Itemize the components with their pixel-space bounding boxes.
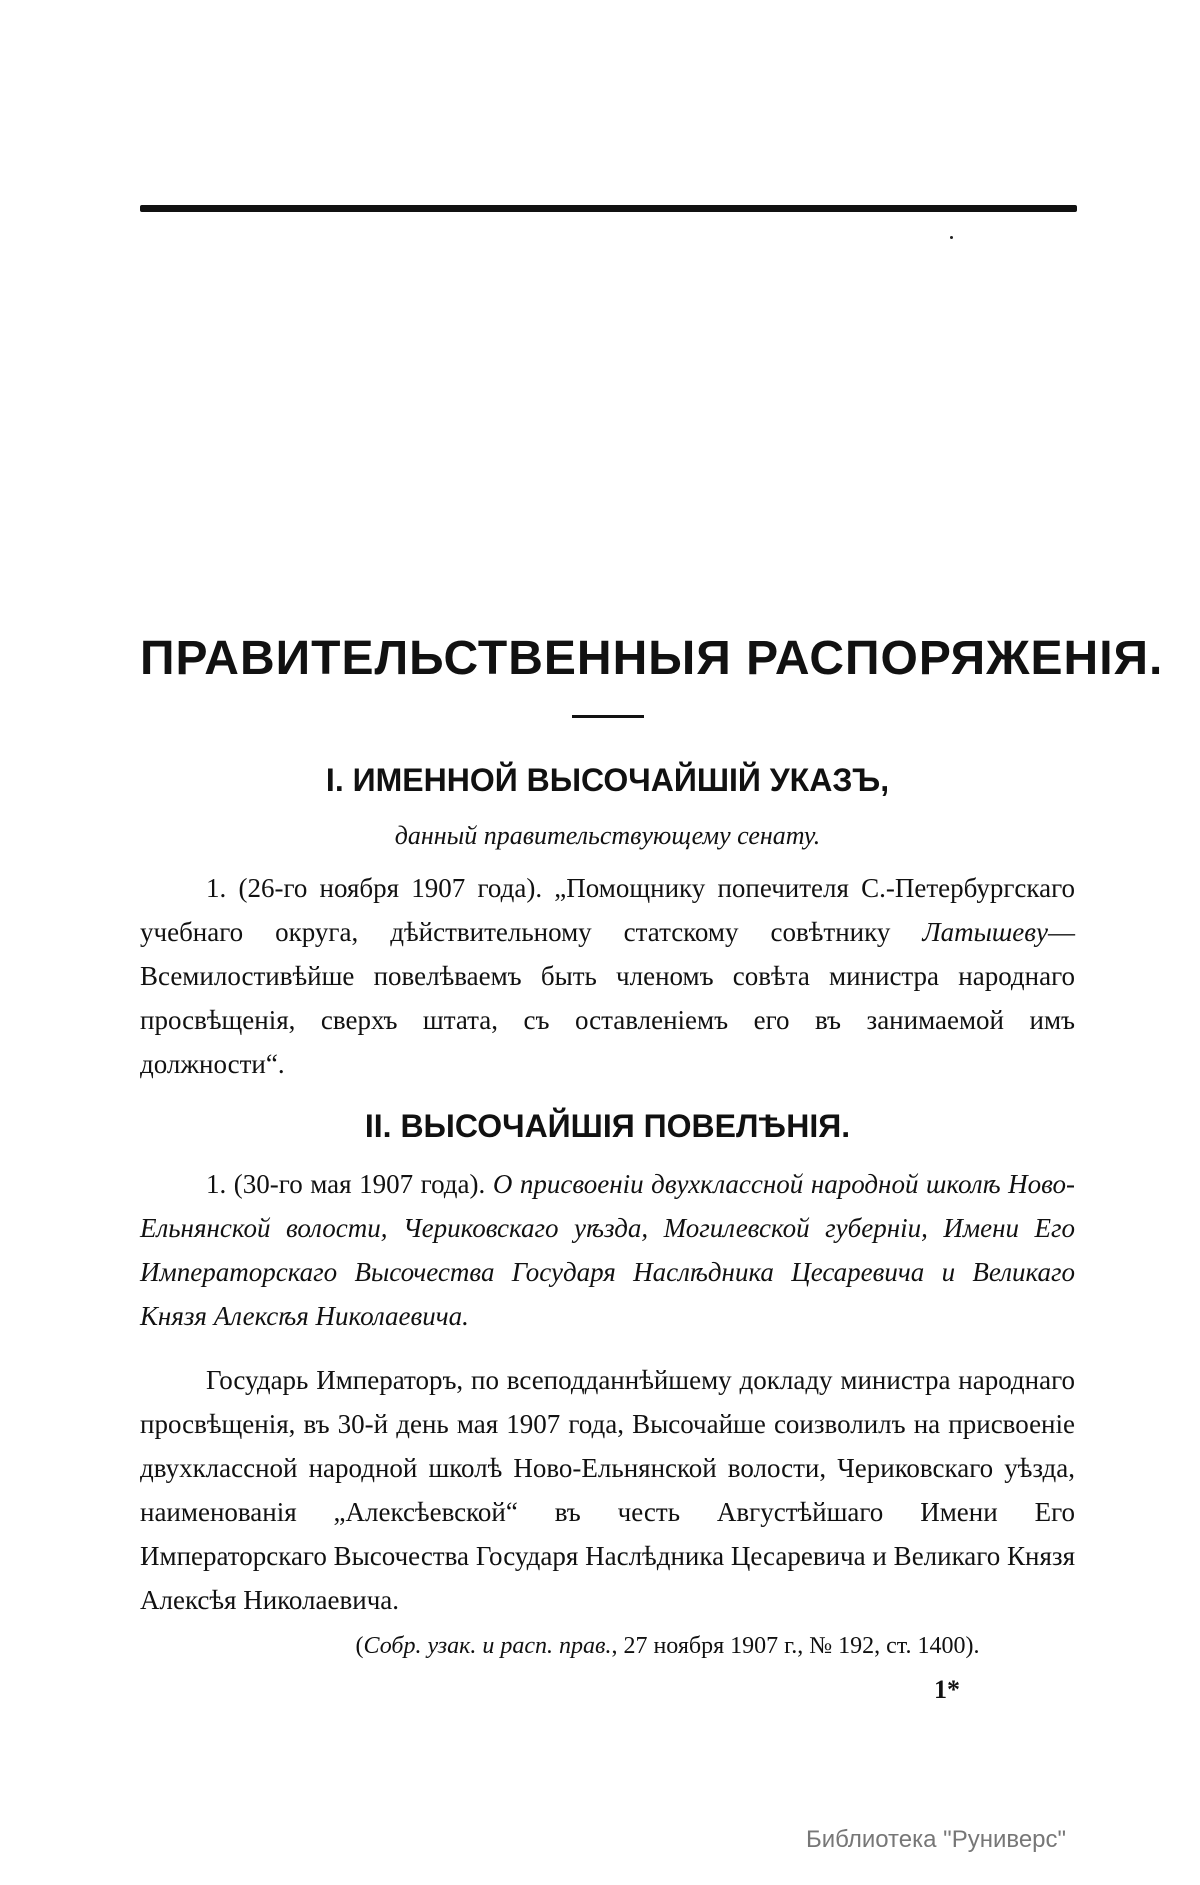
top-rule [140,205,1077,212]
command-date: 1. (30-го мая 1907 года). [206,1169,493,1199]
library-watermark: Библиотека "Руниверс" [806,1826,1067,1853]
title-divider [572,715,644,718]
speck [950,236,953,239]
section-subtitle-1: данный правительствующему сенату. [394,821,821,850]
decree-name: Латышеву [922,917,1048,947]
section-heading-1: I. ИМЕННОЙ ВЫСОЧАЙШІЙ УКАЗЪ, [325,762,890,798]
page-number: 1* [934,1675,960,1704]
citation-open: ( [355,1633,364,1659]
decree-text-end: —Всемилостивѣйше повелѣваемъ быть членомъ совѣта министра народнаго просвѣщенія, сверхъ штата, съ оставленіемъ его въ занимаемой имъ должности“. [140,917,1075,1079]
command-body: Государь Императоръ, по всеподданнѣйшему докладу министра народнаго просвѣщенія, въ 30-й день мая 1907 года, Высочайше соизволилъ на присвоеніе двухклассной народной школѣ Ново-Ельнянской волости, Чериковскаго уѣзда, наименованія „Алексѣевской“ въ честь Августѣйшаго Имени Его Императорскаго Высочества Государя Наслѣдника Цесаревича и Великаго Князя Алексѣя Николаевича. [140,1365,1075,1615]
command-paragraph [140,1162,1075,1338]
decree-paragraph [140,866,1075,1086]
section-heading-2: II. ВЫСОЧАЙШІЯ ПОВЕЛѢНІЯ. [364,1108,851,1144]
decree-text-start: 1. (26-го ноября 1907 года). „Помощнику попечителя С.-Петербургскаго учебнаго округа, дѣйствительному статскому совѣтнику [140,873,1075,947]
page-title: ПРАВИТЕЛЬСТВЕННЫЯ РАСПОРЯЖЕНІЯ. [140,632,1164,685]
citation-source: Собр. узак. и расп. прав. [363,1633,612,1659]
citation-details: , 27 ноября 1907 г., № 192, ст. 1400). [611,1633,980,1659]
citation [140,1628,1075,1664]
command-subject: О присвоеніи двухклассной народной школѣ Ново-Ельнянской волости, Чериковскаго уѣзда, Могилевской губерніи, Имени Его Императорскаго Высочества Государя Наслѣдника Цесаревича и Великаго Князя Алексѣя Николаевича. [140,1169,1076,1331]
